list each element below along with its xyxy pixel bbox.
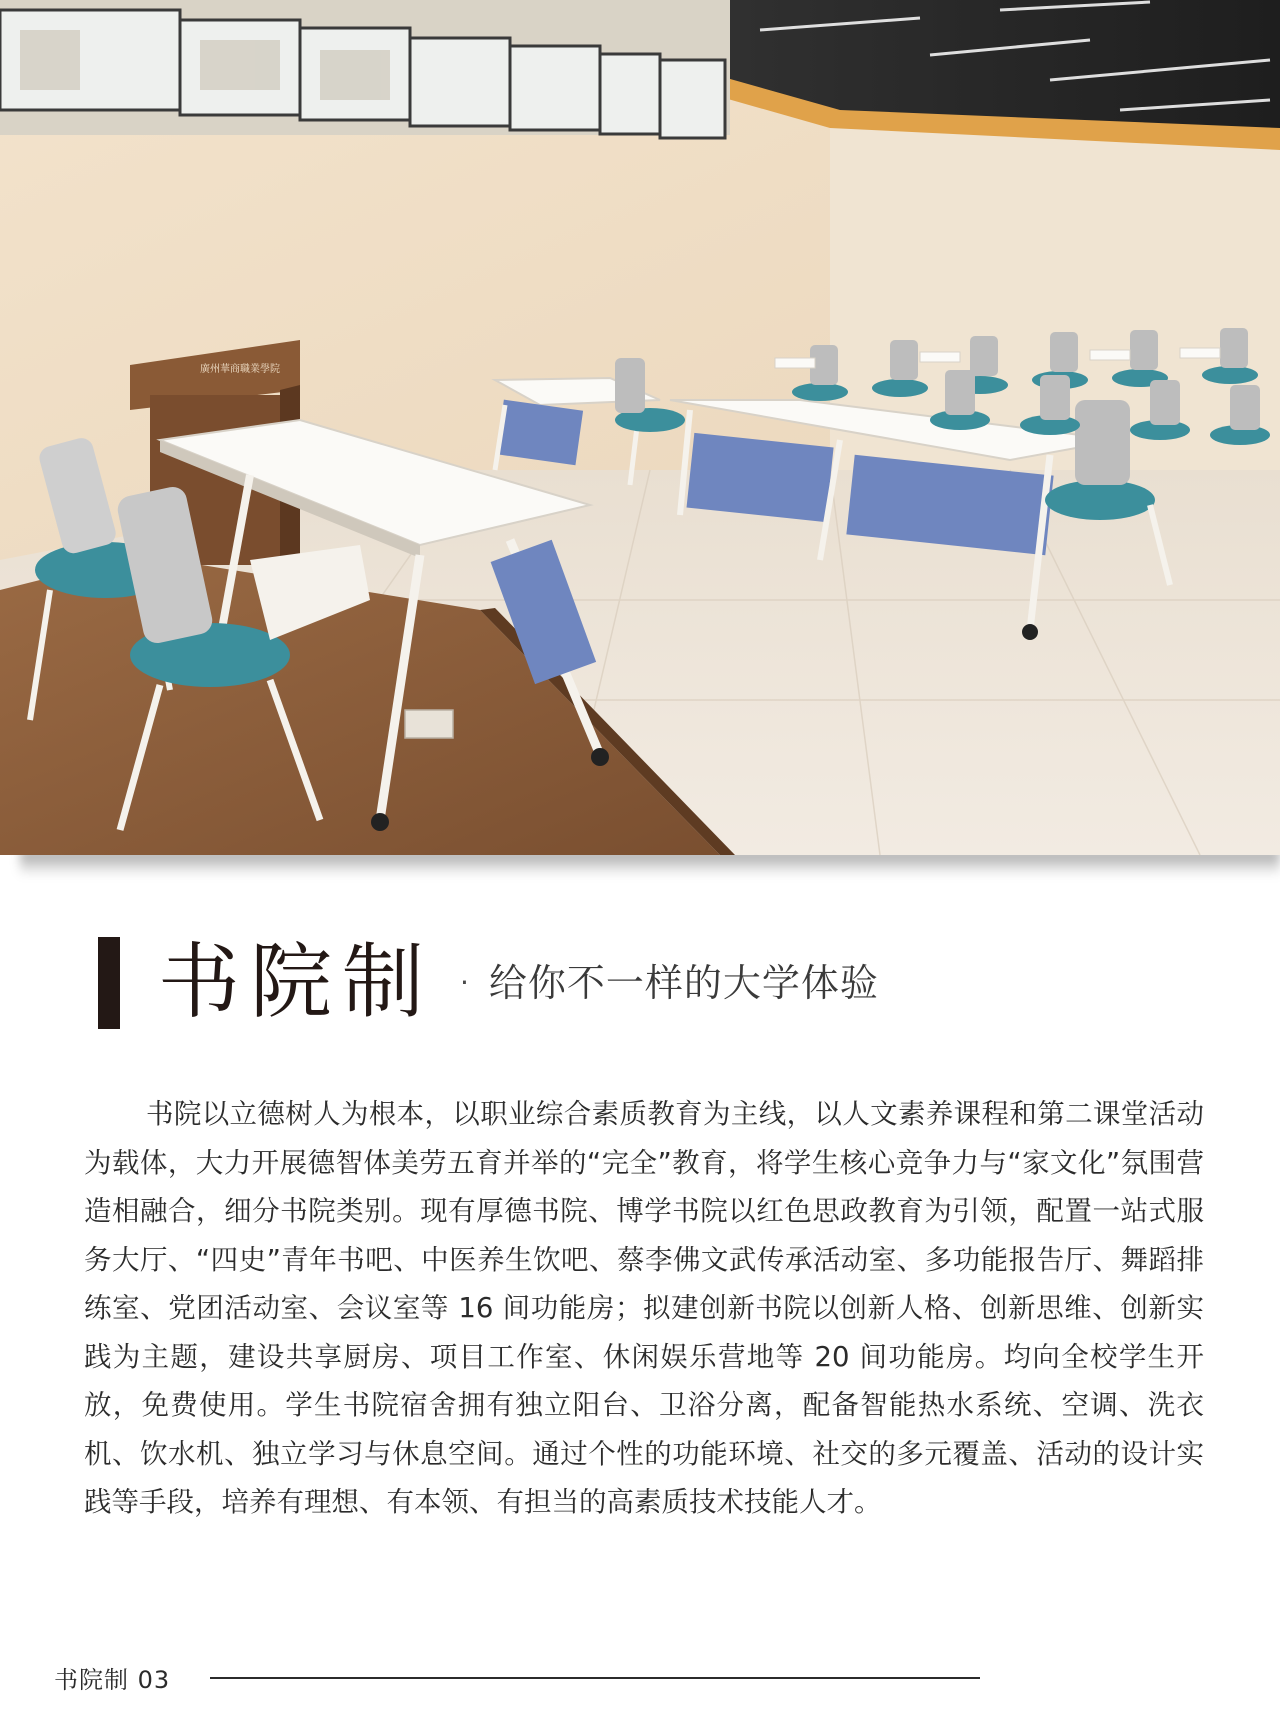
- section-heading: [98, 935, 879, 1030]
- body-paragraph: 书院以立德树人为根本，以职业综合素质教育为主线，以人文素养课程和第二课堂活动为载体，大力开展德智体美劳五育并举的“完全”教育，将学生核心竞争力与“家文化”氛围营造相融合，细分书院类别。现有厚德书院、博学书院以红色思政教育为引领，配置一站式服务大厅、“四史”青年书吧、中医养生饮吧、蔡李佛文武传承活动室、多功能报告厅、舞蹈排练室、党团活动室、会议室等 16 间功能房；拟建创新书院以创新人格、创新思维、创新实践为主题，建设共享厨房、项目工作室、休闲娱乐营地等 20 间功能房。均向全校学生开放，免费使用。学生书院宿舍拥有独立阳台、卫浴分离，配备智能热水系统、空调、洗衣机、饮水机、独立学习与休息空间。通过个性的功能环境、社交的多元覆盖、活动的设计实践等手段，培养有理想、有本领、有担当的高素质技术技能人才。: [84, 1098, 1204, 1518]
- podium-sign: 廣州華商職業學院: [200, 364, 280, 375]
- heading-subtitle: 给你不一样的大学体验: [488, 960, 879, 1005]
- heading-bar: [98, 937, 120, 1029]
- footer-label: 书院制 03: [54, 1666, 171, 1694]
- heading-separator: ·: [460, 965, 469, 999]
- heading-title: 书院制: [158, 934, 435, 1030]
- classroom-photo: [0, 0, 1280, 855]
- page-footer: [54, 1660, 980, 1695]
- floor-outlet: [405, 710, 453, 738]
- footer-rule: [210, 1677, 980, 1679]
